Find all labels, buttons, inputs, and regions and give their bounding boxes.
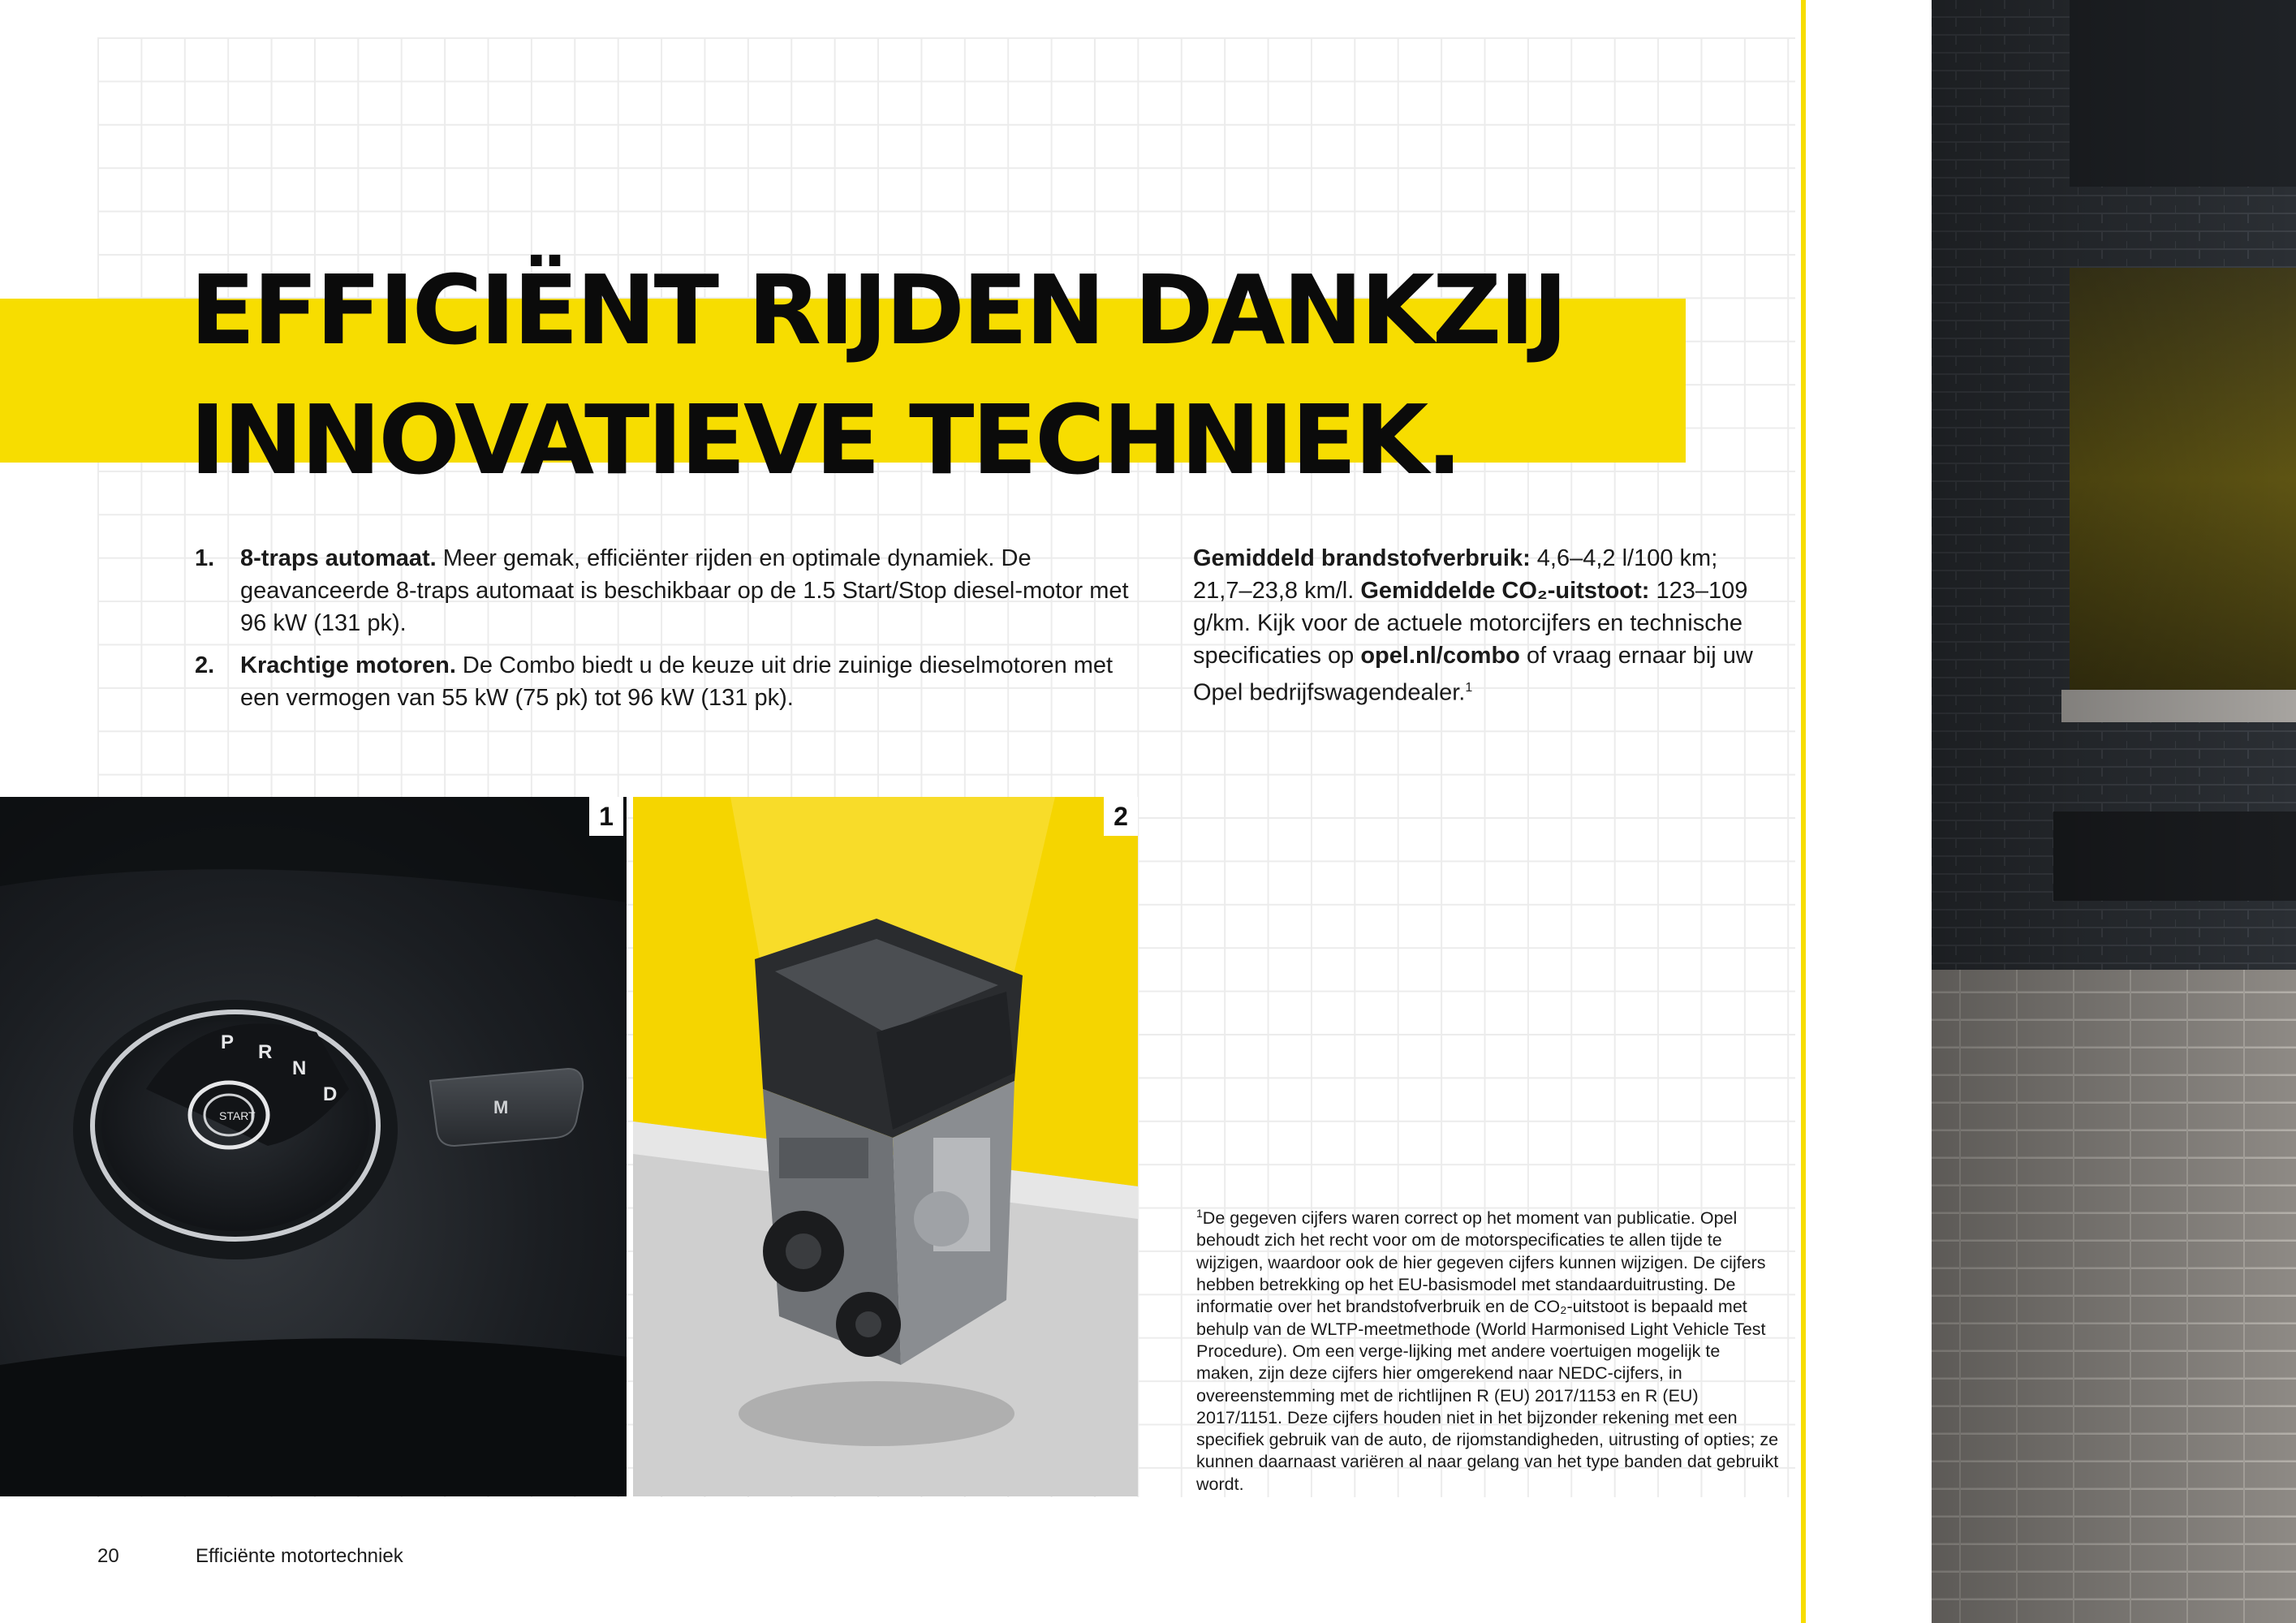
footnote-marker: 1 bbox=[1196, 1207, 1203, 1220]
co2-emission-value: 123–109 g/km. Kijk voor de actuele motorcijfers en technische specificaties op bbox=[1193, 578, 1748, 669]
gear-n: N bbox=[292, 1057, 307, 1079]
gear-r: R bbox=[258, 1041, 273, 1063]
page-margin-top bbox=[0, 0, 1932, 37]
footnote-reference: 1 bbox=[1465, 681, 1473, 695]
feature-text: De Combo biedt u de keuze uit drie zuinige dieselmotoren met een vermogen van 55 kW (75 pk) tot 96 kW (131 pk). bbox=[240, 652, 1114, 711]
feature-item bbox=[195, 649, 1136, 714]
feature-item bbox=[195, 542, 1136, 639]
dealer-text: of vraag ernaar bij uw Opel bedrijfswagendealer. bbox=[1193, 643, 1753, 706]
feature-number: 1. bbox=[195, 545, 215, 571]
facade-photo bbox=[1932, 0, 2296, 1623]
gear-selector-photo bbox=[0, 797, 627, 1496]
feature-list bbox=[195, 542, 1136, 724]
website-link[interactable]: opel.nl/combo bbox=[1360, 643, 1520, 669]
footnote bbox=[1196, 1203, 1781, 1496]
gear-p: P bbox=[221, 1031, 235, 1053]
manual-mode-label: M bbox=[493, 1097, 509, 1117]
feature-title: 8-traps automaat. bbox=[240, 545, 437, 571]
image-tag: 2 bbox=[1104, 797, 1138, 836]
feature-body bbox=[240, 649, 1136, 714]
page-headline bbox=[190, 245, 1566, 505]
co2-emission-label: Gemiddelde CO₂-uitstoot: bbox=[1360, 578, 1650, 604]
fuel-consumption-label: Gemiddeld brandstofverbruik: bbox=[1193, 545, 1531, 571]
feature-body bbox=[240, 542, 1136, 639]
headline-line-1: EFFICIËNT RIJDEN DANKZIJ bbox=[190, 254, 1566, 366]
engine-photo bbox=[633, 797, 1138, 1496]
feature-title: Krachtige motoren. bbox=[240, 652, 456, 678]
gear-selector-illustration bbox=[0, 797, 627, 1496]
page-number: 20 bbox=[97, 1545, 119, 1567]
feature-text: Meer gemak, efficiënter rijden en optimale dynamiek. De geavanceerde 8-traps automaat is beschikbaar op de 1.5 Start/Stop diesel-motor met 96 kW (131 pk). bbox=[240, 545, 1129, 636]
building-illustration bbox=[1932, 0, 2296, 1623]
fuel-consumption-value: 4,6–4,2 l/100 km; 21,7–23,8 km/l. bbox=[1193, 545, 1718, 604]
feature-number: 2. bbox=[195, 652, 215, 678]
image-tag: 1 bbox=[589, 797, 623, 836]
yellow-vertical-rule bbox=[1801, 0, 1806, 1623]
footnote-text: De gegeven cijfers waren correct op het moment van publicatie. Opel behoudt zich het recht voor om de motorspecificaties te allen tijde te wijzigen, waardoor ook de hier gegeven cijfers kunnen wijzigen. De cijfers hebben betrekking op het EU-basismodel met standaarduitrusting. De informatie over het brandstofverbruik en de CO₂-uitstoot is bepaald met behulp van de WLTP-meetmethode (World Harmonised Light Vehicle Test Procedure). Om een verge-lijking met andere voertuigen mogelijk te maken, zijn deze cijfers hier omgerekend naar NEDC-cijfers, in overeenstemming met de richtlijnen R (EU) 2017/1153 en R (EU) 2017/1151. Deze cijfers houden niet in het bijzonder rekening met een specifiek gebruik van de auto, de rijomstandigheden, uitrusting of opties; ze kunnen daarnaast variëren al naar gelang van het type banden dat gebruikt wordt. bbox=[1196, 1208, 1779, 1494]
knob-label: START bbox=[219, 1109, 256, 1122]
consumption-info bbox=[1193, 542, 1777, 709]
engine-illustration bbox=[633, 797, 1138, 1496]
page-margin-right bbox=[1795, 0, 1932, 1623]
gear-d: D bbox=[323, 1083, 338, 1105]
headline-line-2: INNOVATIEVE TECHNIEK. bbox=[190, 384, 1461, 496]
section-title: Efficiënte motortechniek bbox=[196, 1545, 403, 1567]
